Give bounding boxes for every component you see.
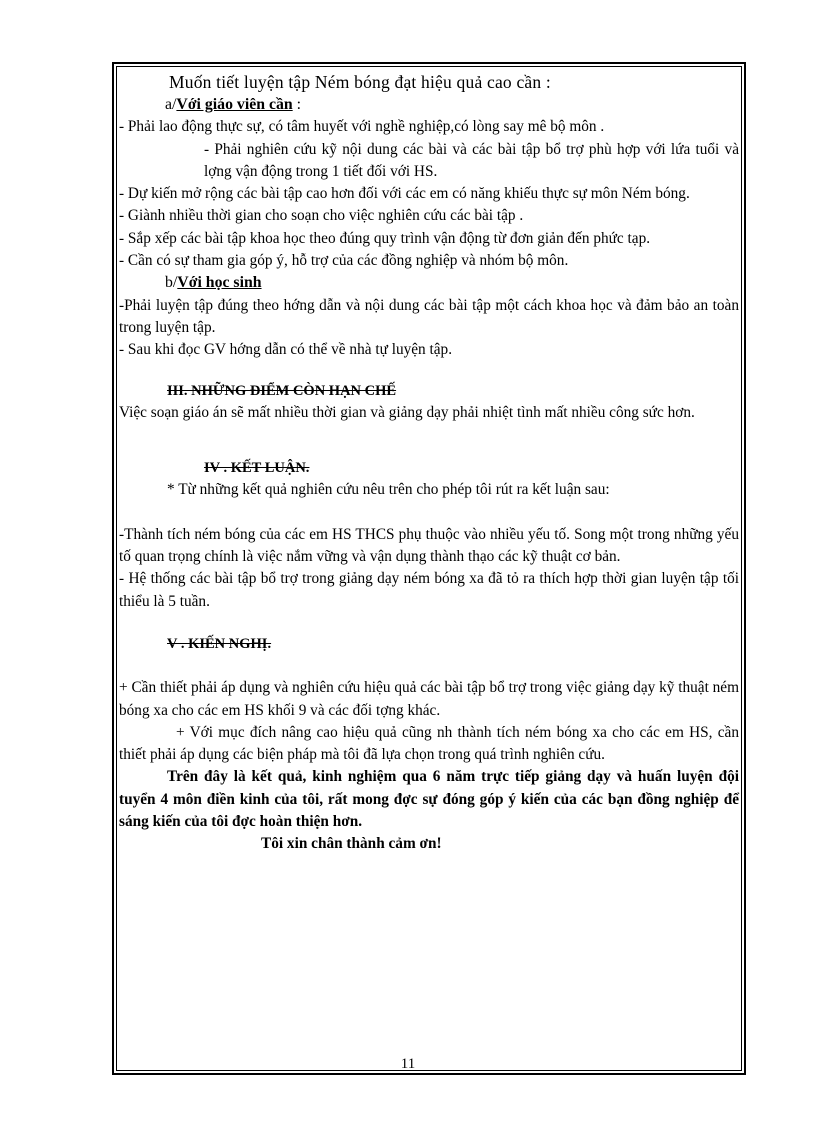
- list-item: -Thành tích ném bóng của các em HS THCS phụ thuộc vào nhiều yếu tố. Song một trong những yếu tố quan trọng chính là việc nắm vững và vận dụng thành thạo các kỹ thuật cơ bản.: [119, 525, 739, 566]
- list-item: - Sắp xếp các bài tập khoa học theo đúng quy trình vận động từ đơn giản đến phức tạp.: [119, 229, 651, 247]
- section-3-heading: III. NHỮNG ĐIỂM CÒN HẠN CHẾ: [167, 382, 397, 399]
- section-a-prefix: a/: [165, 96, 177, 113]
- list-item: - Giành nhiều thời gian cho soạn cho việc nghiên cứu các bài tập .: [119, 207, 524, 225]
- page-number: 11: [400, 1056, 416, 1072]
- section-3-text: Việc soạn giáo án sẽ mất nhiều thời gian và giảng dạy phải nhiệt tình mất nhiều công sức hơn.: [119, 403, 695, 421]
- document-body: [119, 70, 739, 856]
- section-b-title: Với học sinh: [177, 274, 262, 292]
- section-a-heading: [119, 94, 739, 116]
- section-5-heading: V . KIẾN NGHỊ.: [167, 635, 272, 652]
- list-item: - Dự kiến mở rộng các bài tập cao hơn đối với các em có năng khiếu thực sự môn Ném bóng.: [119, 185, 690, 203]
- list-item-text: + Với mục đích nâng cao hiệu quả cũng nh thành tích ném bóng xa cho các em HS, cần thiết phải áp dụng các biện pháp mà tôi đã lựa chọn trong quá trình nghiên cứu.: [119, 723, 739, 764]
- closing-paragraph: [119, 766, 739, 833]
- section-b-prefix: b/: [165, 274, 178, 292]
- list-item: - Phải lao động thực sự, có tâm huyết với nghề nghiệp,có lòng say mê bộ môn .: [119, 118, 605, 136]
- section-4-heading: IV . KẾT LUẬN.: [204, 460, 310, 477]
- page-title: Muốn tiết luyện tập Ném bóng đạt hiệu quả cao cần :: [169, 72, 551, 92]
- section-4-intro: * Từ những kết quả nghiên cứu nêu trên cho phép tôi rút ra kết luận sau:: [167, 481, 610, 499]
- list-item: [119, 722, 739, 767]
- list-item: - Cần có sự tham gia góp ý, hỗ trợ của các đồng nghiệp và nhóm bộ môn.: [119, 252, 569, 270]
- section-a-title: Với giáo viên cần: [176, 96, 293, 113]
- list-item: - Hệ thống các bài tập bổ trợ trong giảng dạy ném bóng xa đã tỏ ra thích hợp thời gian luyện tập tối thiểu là 5 tuần.: [119, 570, 739, 610]
- section-a-suffix: :: [292, 96, 302, 113]
- list-item: -Phải luyện tập đúng theo hớng dẫn và nội dung các bài tập một cách khoa học và đảm bảo an toàn trong luyện tập.: [119, 296, 739, 336]
- list-item: - Phải nghiên cứu kỹ nội dung các bài và các bài tập bổ trợ phù hợp với lứa tuổi và lợng vận động trong 1 tiết đối với HS.: [204, 140, 739, 180]
- thanks-line: Tôi xin chân thành cảm ơn!: [261, 835, 442, 853]
- list-item: + Cần thiết phải áp dụng và nghiên cứu hiệu quả các bài tập bổ trợ trong việc giảng dạy kỹ thuật ném bóng xa cho các em HS khối 9 và các đối tợng khác.: [119, 679, 739, 719]
- section-b-heading: [119, 272, 739, 294]
- closing-text: Trên đây là kết quả, kinh nghiệm qua 6 năm trực tiếp giảng dạy và huấn luyện đội tuyển 4 môn điền kinh của tôi, rất mong đợc sự đóng góp ý kiến của các bạn đồng nghiệp để sáng kiến của tôi đợc hoàn thiện hơn.: [119, 768, 739, 831]
- list-item: - Sau khi đọc GV hớng dẫn có thể về nhà tự luyện tập.: [119, 341, 453, 359]
